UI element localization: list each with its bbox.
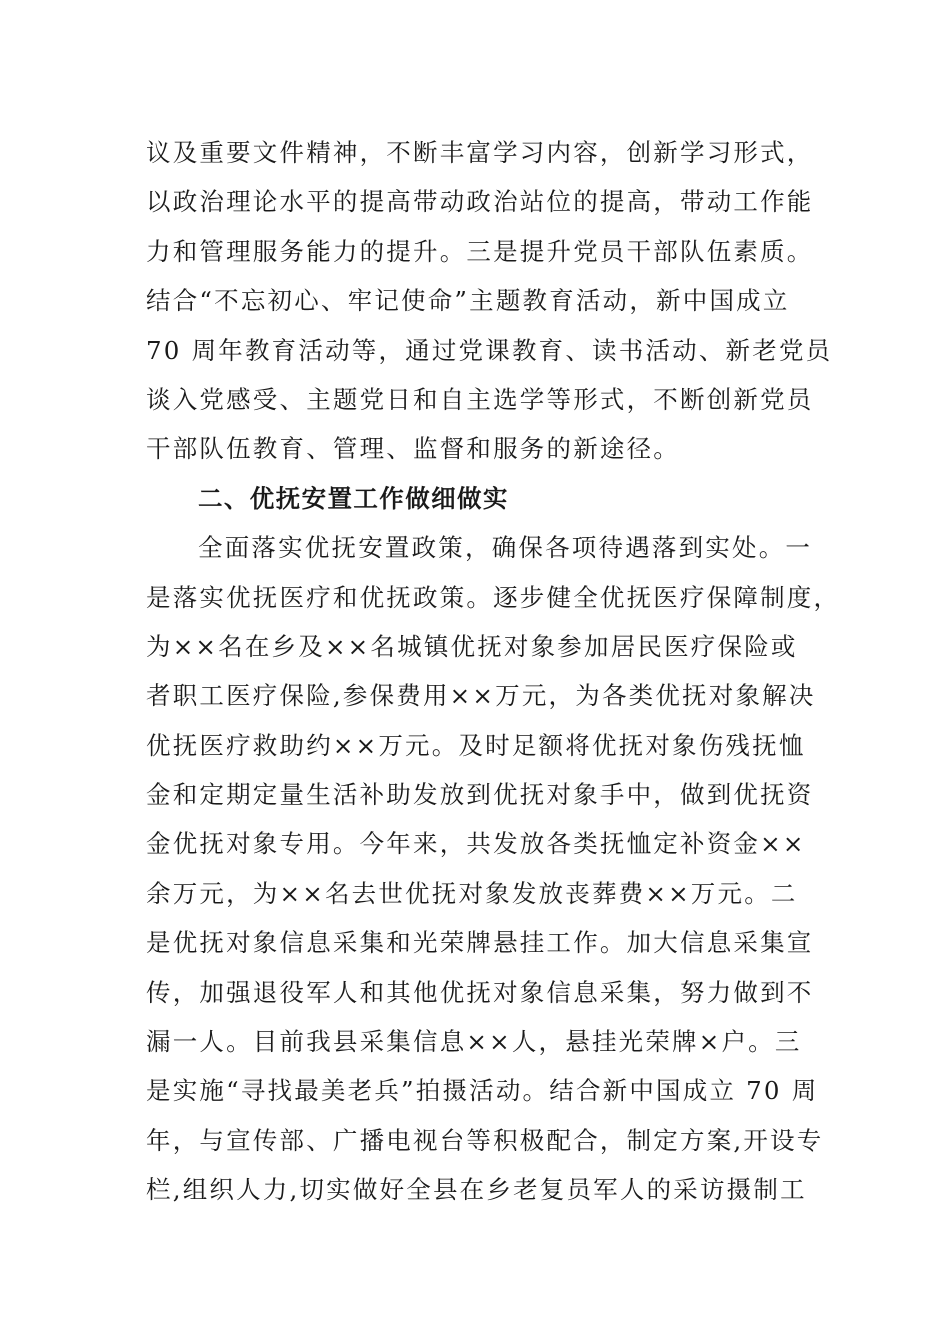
paragraph-line: 是实施“寻找最美老兵”拍摄活动。结合新中国成立 70 周 [146, 1076, 819, 1106]
paragraph-line: 以政治理论水平的提高带动政治站位的提高，带动工作能 [146, 187, 814, 217]
paragraph-line: 为××名在乡及××名城镇优抚对象参加居民医疗保险或 [146, 631, 798, 661]
body-text [146, 128, 841, 1215]
paragraph-line: 金优抚对象专用。今年来，共发放各类抚恤定补资金×× [146, 829, 806, 859]
paragraph-line: 结合“不忘初心、牢记使命”主题教育活动，新中国成立 [146, 286, 790, 316]
paragraph-line: 70 周年教育活动等，通过党课教育、读书活动、新老党员 [146, 335, 833, 365]
paragraph-line: 议及重要文件精神，不断丰富学习内容，创新学习形式， [146, 138, 814, 167]
paragraph-line: 栏,组织人力,切实做好全县在乡老复员军人的采访摄制工 [146, 1175, 807, 1205]
paragraph-line: 金和定期定量生活补助发放到优抚对象手中，做到优抚资 [146, 780, 814, 810]
paragraph-line: 者职工医疗保险,参保费用××万元，为各类优抚对象解决 [146, 681, 816, 711]
paragraph-line: 力和管理服务能力的提升。三是提升党员干部队伍素质。 [146, 236, 814, 266]
paragraph-line: 余万元，为××名去世优抚对象发放丧葬费××万元。二 [146, 878, 798, 908]
paragraph-line: 传，加强退役军人和其他优抚对象信息采集，努力做到不 [146, 977, 814, 1007]
paragraph-line: 年，与宣传部、广播电视台等积极配合，制定方案,开设专 [146, 1125, 824, 1155]
paragraph-line: 谈入党感受、主题党日和自主选学等形式，不断创新党员 [146, 384, 814, 414]
paragraph-line: 漏一人。目前我县采集信息××人，悬挂光荣牌×户。三 [146, 1027, 802, 1057]
paragraph-line: 全面落实优抚安置政策，确保各项待遇落到实处。一 [198, 533, 813, 563]
paragraph-line: 干部队伍教育、管理、监督和服务的新途径。 [146, 434, 680, 464]
section-heading: 二、优抚安置工作做细做实 [198, 483, 509, 513]
paragraph-line: 优抚医疗救助约××万元。及时足额将优抚对象伤残抚恤 [146, 730, 806, 760]
paragraph-line: 是落实优抚医疗和优抚政策。逐步健全优抚医疗保障制度， [146, 582, 841, 612]
paragraph-line: 是优抚对象信息采集和光荣牌悬挂工作。加大信息采集宣 [146, 928, 814, 958]
